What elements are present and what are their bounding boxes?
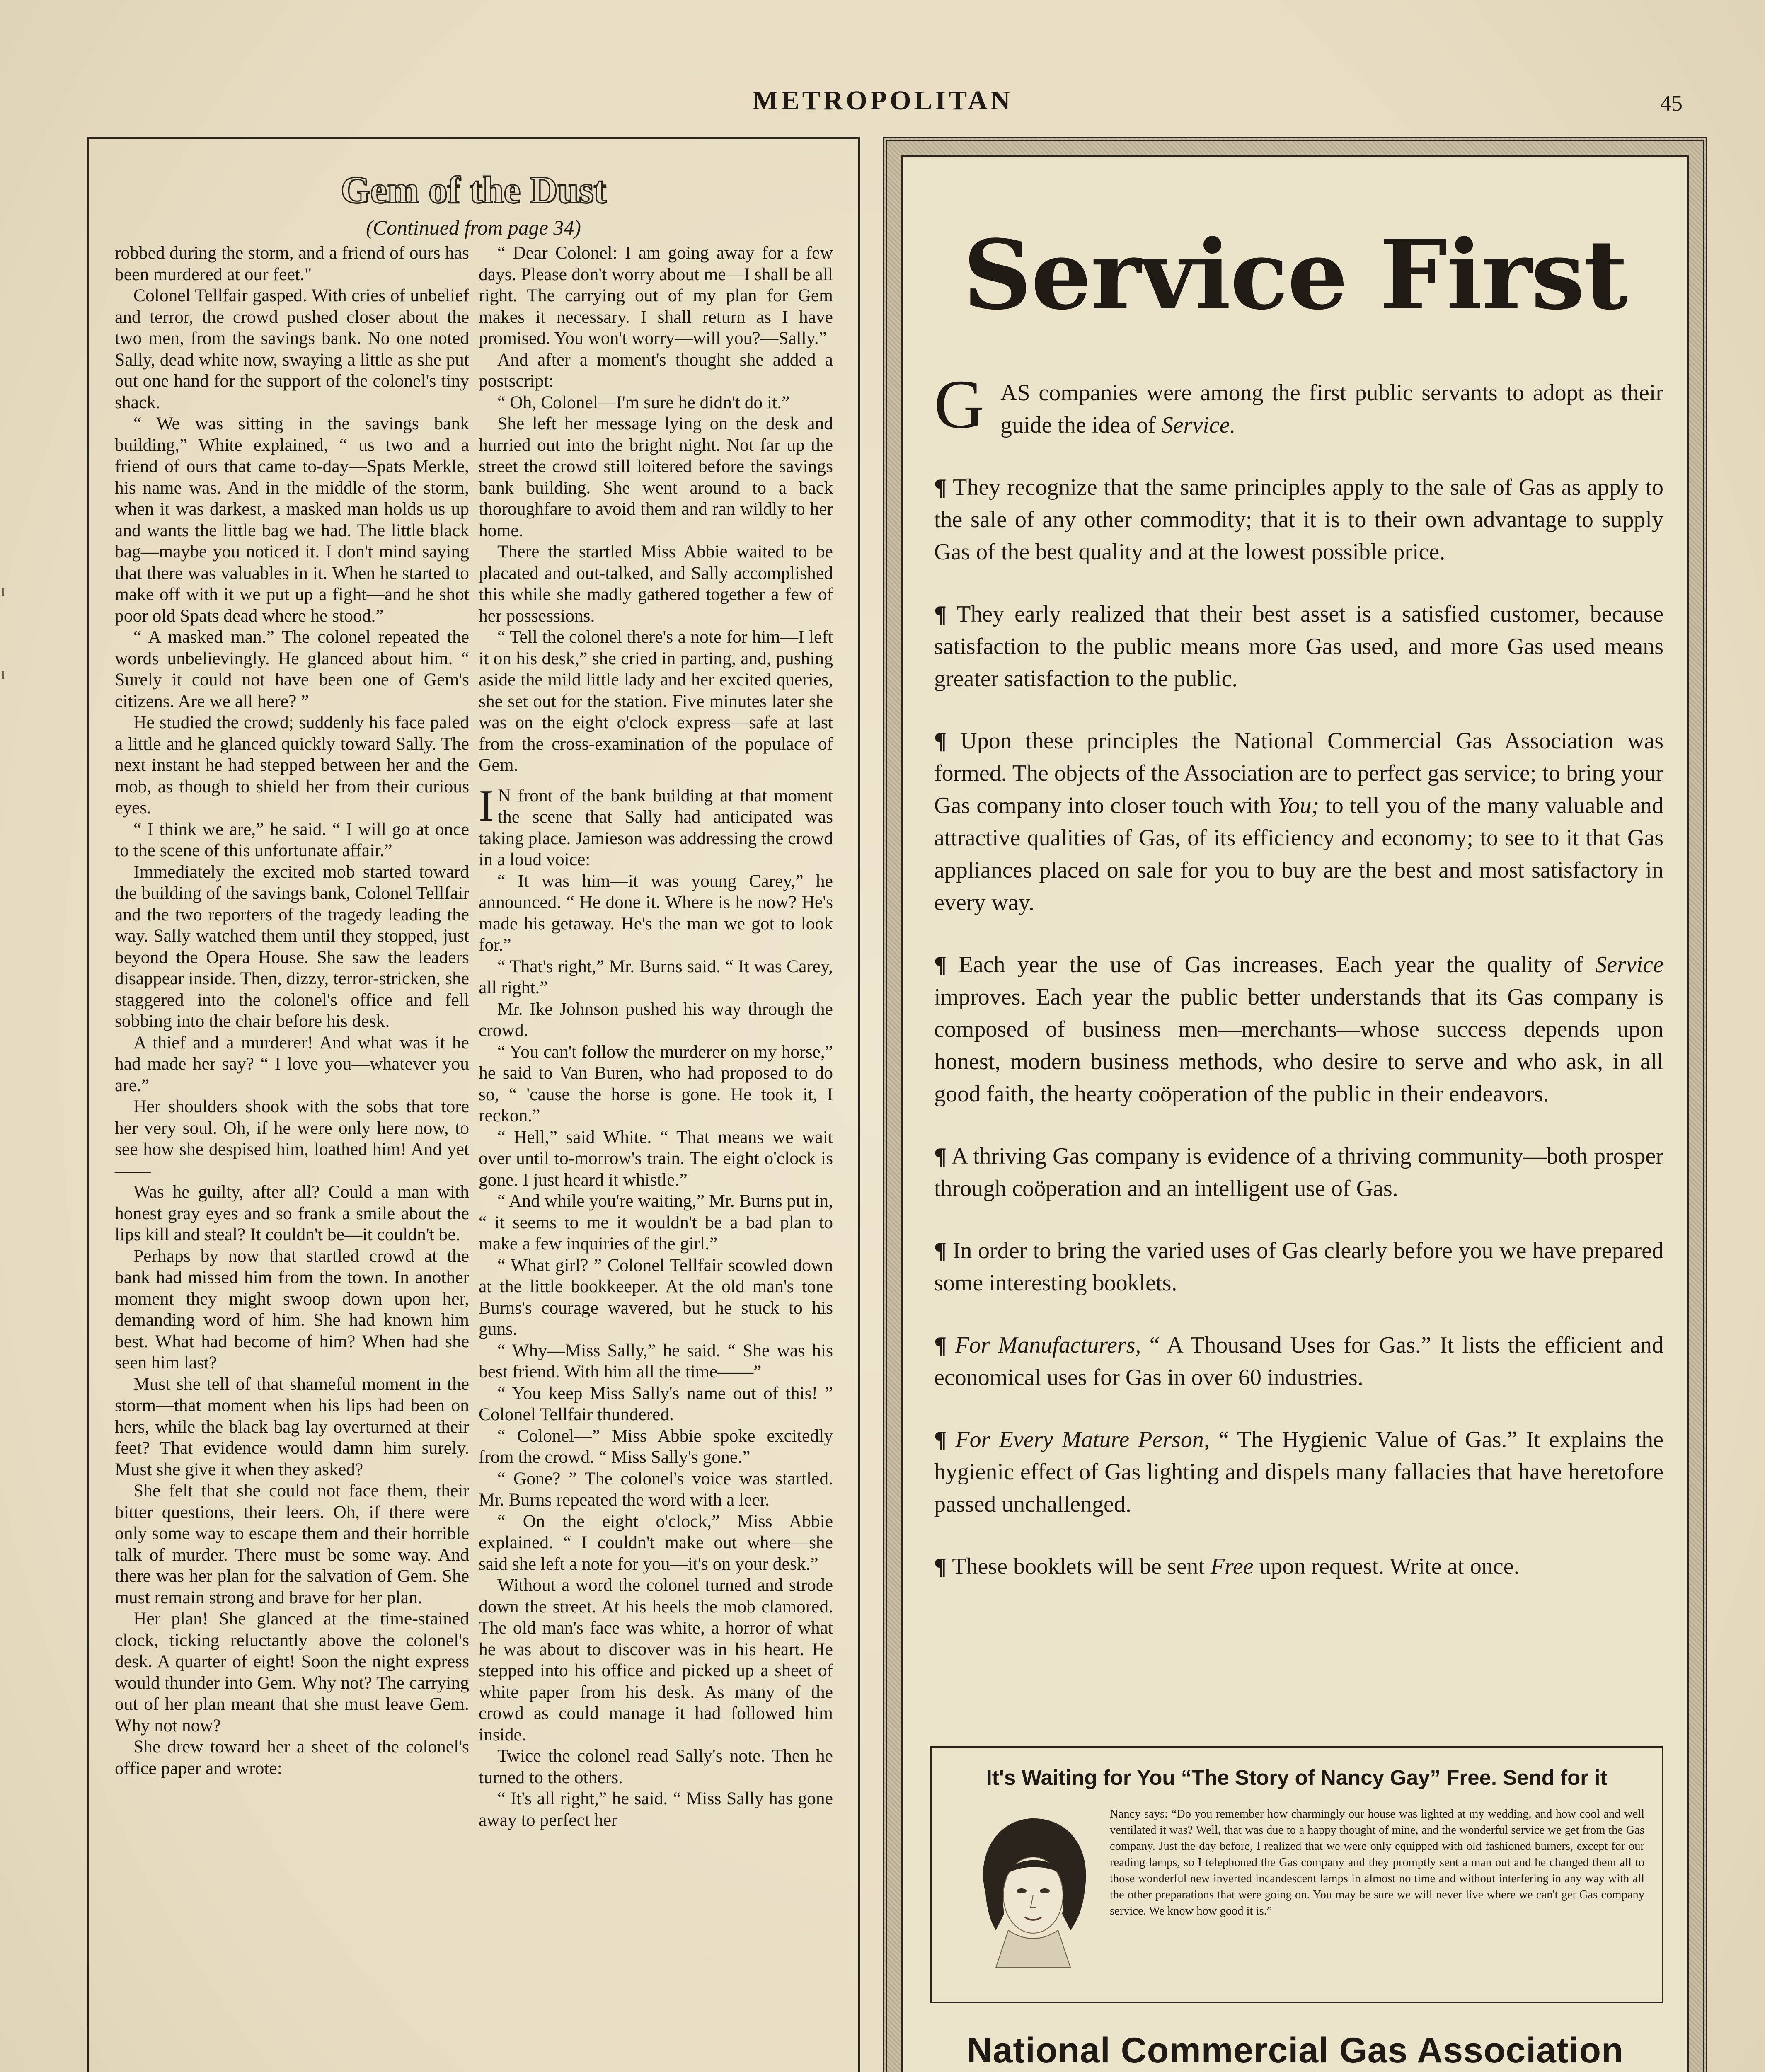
ad-headline: Service First <box>963 219 1627 331</box>
story-title: Gem of the Dust <box>340 169 607 211</box>
page-edge-mark <box>2 671 4 679</box>
ad-paragraph: ¶ They early realized that their best asset is a satisfied customer, because satisfaction to the public means more Gas used, and more Gas used means greater satisfaction to the public. <box>934 601 1663 692</box>
story-column-1 <box>115 242 469 1779</box>
nancy-quote: Nancy says: “Do you remember how charmingly our house was lighted at my wedding, and how cool and well ventilated it was? Well, that was due to a happy thought of mine, and the wonderful service we get from the Gas company. Just the day before, I realized that we were only equipped with old fashioned burners, except for our reading lamps, so I telephoned the Gas company and they promptly sent a man out and he changed them all to those wonderful new inverted incandescent lamps in almost no time and without interfering in any way with all the other preparations that were going on. You may be sure we will never live where we can't get Gas company service. We know how good it is.” <box>1110 1808 1644 1917</box>
ad-paragraph: ¶ For Every Mature Person, “ The Hygienic Value of Gas.” It explains the hygienic effect of Gas lighting and dispels many fallacies that have heretofore passed unchallenged. <box>934 1427 1663 1517</box>
pilcrow-icon: ¶ <box>934 1143 947 1169</box>
pilcrow-icon: ¶ <box>934 601 947 627</box>
story-paragraph: “ We was sitting in the savings bank building,” White explained, “ us two and a friend of ours that came to-day—Spats Merkle, his name was. And in the middle of the storm, when it was darkest, a masked man holds us up and wants the little bag we had. The little black bag—maybe you noticed it. I don't mind saying that there was valuables in it. When he started to make off with it we put up a fight—and he shot poor old Spats dead where he stood.” <box>115 414 469 626</box>
ad-paragraph: ¶ In order to bring the varied uses of Gas clearly before you we have prepared some interesting booklets. <box>934 1238 1664 1296</box>
story-paragraph: “ It's all right,” he said. “ Miss Sally has gone away to perfect her <box>479 1789 833 1830</box>
story-paragraph: And after a moment's thought she added a postscript: <box>479 349 833 391</box>
story-paragraph: “ Why—Miss Sally,” he said. “ She was his best friend. With him all the time——” <box>479 1340 833 1382</box>
ad-paragraph: ¶ For Manufacturers, “ A Thousand Uses for Gas.” It lists the efficient and economical uses for Gas in over 60 industries. <box>934 1332 1663 1390</box>
story-paragraph: “ On the eight o'clock,” Miss Abbie explained. “ I couldn't make out where—she said she left a note for you—it's on your desk.” <box>479 1511 833 1574</box>
booklet-offer-box <box>930 1746 1663 2003</box>
story-paragraph: “ Oh, Colonel—I'm sure he didn't do it.” <box>497 392 790 412</box>
story-paragraph: Her plan! She glanced at the time-stained clock, ticking reluctantly above the colonel's desk. A quarter of eight! Soon the night express would thunder into Gem. Why not? The carrying out of her plan meant that she must leave Gem. Why not now? <box>115 1609 469 1736</box>
portrait-illustration <box>967 1806 1095 1968</box>
story-paragraph: I N front of the bank building at that moment the scene that Sally had anticipated was taking place. Jamieson was addressing the crowd in a loud voice: <box>479 781 833 869</box>
story-paragraph: Without a word the colonel turned and strode down the street. At his heels the mob clamored. The old man's face was white, a horror of what he was about to discover was in his heart. He stepped into his office and picked up a sheet of white paper from his desk. As many of the crowd as could manage it had followed him inside. <box>479 1575 833 1745</box>
ad-paragraph: ¶ These booklets will be sent Free upon request. Write at once. <box>934 1554 1520 1579</box>
advertiser-name: National Commercial Gas Association <box>966 2031 1624 2070</box>
ad-paragraph: ¶ Upon these principles the National Commercial Gas Association was formed. The objects of the Association are to perfect gas service; to bring your Gas company into closer touch with You; to tell you of the many valuable and attractive qualities of Gas, of its efficiency and economy; to see to it that Gas appliances placed on sale for you to buy are the best and most satisfactory in every way. <box>934 728 1663 915</box>
story-paragraph: “ Dear Colonel: I am going away for a few days. Please don't worry about me—I shall be all right. The carrying out of my plan for Gem makes it necessary. I shall return as I have promised. You won't worry—will you?—Sally.” <box>479 243 833 348</box>
story-paragraph: “ That's right,” Mr. Burns said. “ It was Carey, all right.” <box>479 956 833 997</box>
pilcrow-icon: ¶ <box>934 1238 947 1264</box>
pilcrow-icon: ¶ <box>934 1427 947 1452</box>
ad-initial-letter: G <box>934 366 985 443</box>
ad-paragraph: ¶ They recognize that the same principles apply to the sale of Gas as apply to the sale of any other commodity; that it is to their own advantage to supply Gas of the best quality and at the lowest possible price. <box>934 474 1663 565</box>
pilcrow-icon: ¶ <box>934 728 947 754</box>
advertisement <box>901 155 1689 2072</box>
story-column-2 <box>479 242 833 1831</box>
pilcrow-icon: ¶ <box>934 952 947 978</box>
story-paragraph: She drew toward her a sheet of the colonel's office paper and wrote: <box>115 1737 469 1778</box>
page-edge-mark <box>2 588 4 596</box>
story-paragraph: “ A masked man.” The colonel repeated the words unbelievingly. He glanced about him. “ Surely it could not have been one of Gem's citizens. Are we all here? ” <box>115 627 469 711</box>
ad-paragraph: ¶ Each year the use of Gas increases. Each year the quality of Service improves. Each year the public better understands that its Gas company is composed of business men—merchants—whose success depends upon honest, modern business methods, who desire to serve and who ask, in all good faith, the hearty coöperation of the public in their endeavors. <box>934 952 1663 1107</box>
story-paragraph: “ I think we are,” he said. “ I will go at once to the scene of this unfortunate affair.” <box>115 819 469 860</box>
story-paragraph: Was he guilty, after all? Could a man with honest gray eyes and so frank a smile about the lips kill and steal? It couldn't be—it couldn't be. <box>115 1182 469 1244</box>
story-paragraph: She felt that she could not face them, their bitter questions, their leers. Oh, if there were only some way to escape them and their horrible talk of murder. There must be some way. And there was her plan for the salvation of Gem. She must remain strong and brave for her plan. <box>115 1481 469 1607</box>
story-paragraph: “ You can't follow the murderer on my horse,” he said to Van Buren, who had proposed to do so, “ 'cause the horse is gone. He took it, I reckon.” <box>479 1041 833 1126</box>
ad-paragraph: ¶ A thriving Gas company is evidence of a thriving community—both prosper through coöperation and an intelligent use of Gas. <box>934 1143 1663 1201</box>
story-paragraph: “ And while you're waiting,” Mr. Burns put in, “ it seems to me it wouldn't be a bad plan to make a few inquiries of the girl.” <box>479 1191 833 1254</box>
story-box <box>87 137 860 2072</box>
pilcrow-icon: ¶ <box>934 1554 947 1579</box>
story-paragraph: A thief and a murderer! And what was it he had made her say? “ I love you—whatever you are.” <box>115 1032 469 1095</box>
story-paragraph: Twice the colonel read Sally's note. Then he turned to the others. <box>479 1746 833 1787</box>
story-paragraph: “ Colonel—” Miss Abbie spoke excitedly from the crowd. “ Miss Sally's gone.” <box>479 1426 833 1467</box>
story-paragraph: She left her message lying on the desk and hurried out into the bright night. Not far up the street the crowd still loitered before the savings bank building. She went around to a back thoroughfare to avoid them and ran wildly to her home. <box>479 414 833 540</box>
page-number: 45 <box>1660 91 1683 116</box>
ad-body <box>934 366 1664 1612</box>
story-paragraph: “ What girl? ” Colonel Tellfair scowled down at the little bookkeeper. At the old man's tone Burns's courage wavered, but he stuck to his guns. <box>479 1255 833 1339</box>
ad-lead-paragraph: G AS companies were among the first public servants to adopt as their guide the idea of Service. <box>934 366 1663 443</box>
story-paragraph: “ You keep Miss Sally's name out of this! ” Colonel Tellfair thundered. <box>479 1383 833 1424</box>
story-paragraph: Perhaps by now that startled crowd at the bank had missed him from the town. In another moment they might swoop down upon her, demanding word of him. She had known him best. What had become of him? When had she seen him last? <box>115 1246 469 1372</box>
story-paragraph: “ Hell,” said White. “ That means we wait over until to-morrow's train. The eight o'clock is gone. I just heard it whistle.” <box>479 1127 833 1190</box>
pilcrow-icon: ¶ <box>934 1332 947 1358</box>
story-paragraph: robbed during the storm, and a friend of ours has been murdered at our feet." <box>115 243 469 284</box>
pilcrow-icon: ¶ <box>934 474 947 500</box>
story-paragraph: Colonel Tellfair gasped. With cries of unbelief and terror, the crowd pushed closer about the two men, from the savings bank. No one noted Sally, dead white now, swaying a little as she put out one hand for the support of the colonel's tiny shack. <box>115 286 469 412</box>
story-paragraph: “ Gone? ” The colonel's voice was startled. Mr. Burns repeated the word with a leer. <box>479 1468 833 1510</box>
story-paragraph: Her shoulders shook with the sobs that tore her very soul. Oh, if he were only here now, to see how she despised him, loathed him! And yet—— <box>115 1097 469 1181</box>
running-head: METROPOLITAN <box>752 85 1013 116</box>
story-paragraph: “ Tell the colonel there's a note for him—I left it on his desk,” she cried in parting, and, pushing aside the mild little lady and her excited queries, she set out for the station. Five minutes later she was on the eight o'clock express—safe at last from the cross-examination of the populace of Gem. <box>479 627 833 775</box>
story-paragraph: Immediately the excited mob started toward the building of the savings bank, Colonel Tellfair and the two reporters of the tragedy leading the way. Sally watched them until they stopped, just beyond the Opera House. She saw the leaders disappear inside. Then, dizzy, terror-stricken, she staggered into the colonel's office and fell sobbing into the chair before his desk. <box>115 862 469 1031</box>
story-continued-note: (Continued from page 34) <box>366 216 581 239</box>
story-paragraph: Must she tell of that shameful moment in the storm—that moment when his lips had been on hers, while the black bag lay overturned at their feet? That evidence would damn him surely. Must she give it when they asked? <box>115 1374 469 1479</box>
booklet-offer-title: It's Waiting for You “The Story of Nancy Gay” Free. Send for it <box>986 1766 1608 1789</box>
story-paragraph: There the startled Miss Abbie waited to be placated and out-talked, and Sally accomplished this while she madly gathered together a few of her possessions. <box>479 542 833 626</box>
story-paragraph: He studied the crowd; suddenly his face paled a little and he glanced quickly toward Sally. The next instant he had stepped between her and the mob, as though to shield her from their curious eyes. <box>115 712 469 818</box>
story-paragraph: Mr. Ike Johnson pushed his way through the crowd. <box>479 999 833 1040</box>
story-paragraph: “ It was him—it was young Carey,” he announced. “ He done it. Where is he now? He's made his getaway. He's the man we got to look for.” <box>479 871 833 955</box>
drop-cap: I <box>479 781 494 830</box>
